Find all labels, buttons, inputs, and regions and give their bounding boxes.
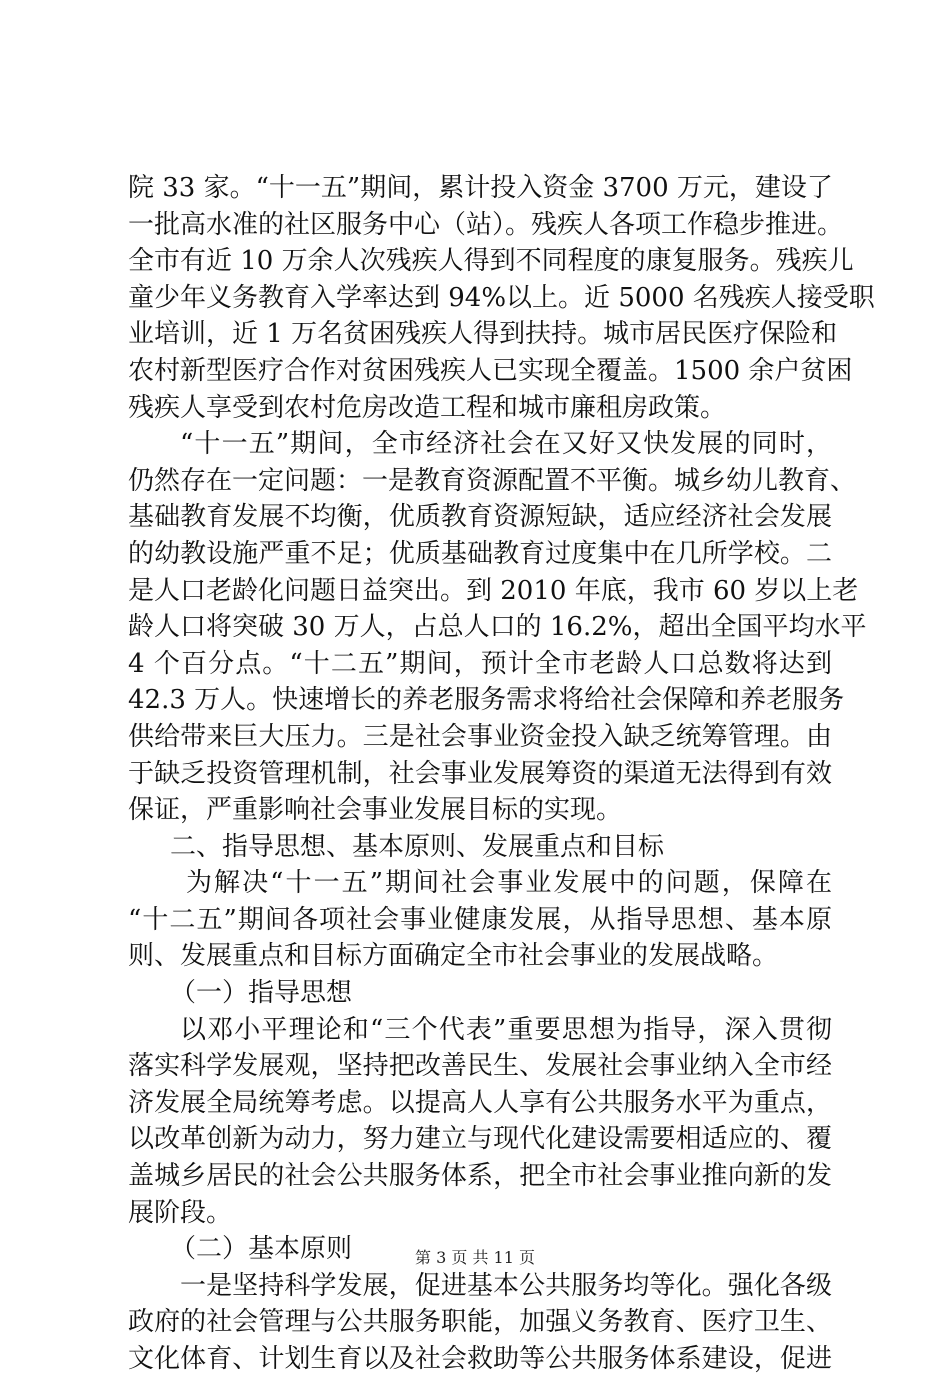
text-line: 基础教育发展不均衡，优质教育资源短缺，适应经济社会发展 — [128, 502, 832, 533]
text-line: 的幼教设施严重不足；优质基础教育过度集中在几所学校。二 — [128, 538, 832, 569]
text-line: “十二五”期间各项社会事业健康发展，从指导思想、基本原 — [128, 904, 832, 935]
text-line: 42.3 万人。快速增长的养老服务需求将给社会保障和养老服务 — [128, 685, 845, 716]
text-line: 政府的社会管理与公共服务职能，加强义务教育、医疗卫生、 — [128, 1307, 832, 1338]
text-line: 落实科学发展观，坚持把改善民生、发展社会事业纳入全市经 — [128, 1051, 832, 1082]
text-line: 4 个百分点。“十二五”期间，预计全市老龄人口总数将达到 — [128, 648, 832, 679]
text-line: 全市有近 10 万余人次残疾人得到不同程度的康复服务。残疾儿 — [128, 246, 854, 277]
text-line: “十一五”期间，全市经济社会在又好又快发展的同时， — [180, 429, 832, 460]
text-line: 文化体育、计划生育以及社会救助等公共服务体系建设，促进 — [128, 1344, 832, 1374]
text-line: 盖城乡居民的社会公共服务体系，把全市社会事业推向新的发 — [128, 1161, 832, 1192]
text-line: 残疾人享受到农村危房改造工程和城市廉租房政策。 — [128, 392, 727, 423]
text-line: 济发展全局统筹考虑。以提高人人享有公共服务水平为重点， — [128, 1087, 832, 1118]
text-line: 供给带来巨大压力。三是社会事业资金投入缺乏统筹管理。由 — [128, 721, 832, 752]
text-line: 童少年义务教育入学率达到 94%以上。近 5000 名残疾人接受职 — [128, 282, 875, 313]
text-line: 业培训，近 1 万名贫困残疾人得到扶持。城市居民医疗保险和 — [128, 319, 838, 350]
text-line: 以改革创新为动力，努力建立与现代化建设需要相适应的、覆 — [128, 1124, 832, 1155]
text-line: 农村新型医疗合作对贫困残疾人已实现全覆盖。1500 余户贫困 — [128, 355, 853, 386]
text-line: 院 33 家。“十一五”期间，累计投入资金 3700 万元，建设了 — [128, 173, 833, 203]
text-line: 一批高水准的社区服务中心（站）。残疾人各项工作稳步推进。 — [128, 209, 844, 240]
document-body — [128, 170, 875, 1378]
text-line: 保证，严重影响社会事业发展目标的实现。 — [128, 795, 623, 826]
subsection-heading: （二）基本原则 — [170, 1234, 353, 1265]
text-line: 则、发展重点和目标方面确定全市社会事业的发展战略。 — [128, 941, 779, 972]
section-heading: 二、指导思想、基本原则、发展重点和目标 — [170, 831, 665, 862]
text-line: 以邓小平理论和“三个代表”重要思想为指导，深入贯彻 — [180, 1014, 832, 1045]
text-line: 一是坚持科学发展，促进基本公共服务均等化。强化各级 — [180, 1270, 832, 1301]
text-line: 是人口老龄化问题日益突出。到 2010 年底，我市 60 岁以上老 — [128, 575, 859, 606]
page-footer: 第 3 页 共 11 页 — [415, 1248, 535, 1267]
text-line: 展阶段。 — [128, 1197, 233, 1228]
text-line: 仍然存在一定问题：一是教育资源配置不平衡。城乡幼儿教育、 — [128, 465, 857, 496]
text-line: 为解决“十一五”期间社会事业发展中的问题，保障在 — [186, 868, 832, 899]
subsection-heading: （一）指导思想 — [170, 978, 353, 1009]
text-line: 龄人口将突破 30 万人，占总人口的 16.2%，超出全国平均水平 — [128, 612, 867, 643]
text-line: 于缺乏投资管理机制，社会事业发展筹资的渠道无法得到有效 — [128, 758, 832, 789]
